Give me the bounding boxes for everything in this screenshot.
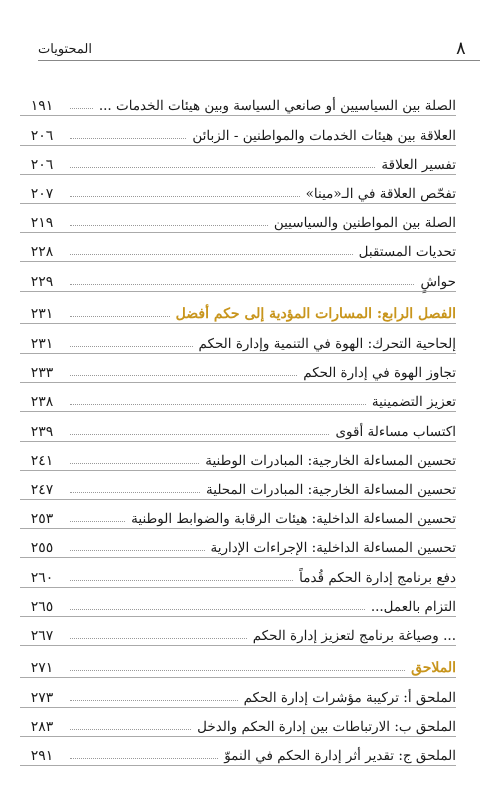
toc-entry[interactable] (20, 88, 456, 114)
toc-entry[interactable] (20, 501, 456, 527)
dot-leader (70, 225, 268, 226)
toc-entry-page: ٢٠٧ (30, 186, 54, 202)
row-separator (20, 736, 456, 737)
toc-entry-label: اكتساب مساءلة أقوى (335, 424, 456, 440)
dot-leader (70, 670, 405, 671)
toc-entry-page: ٢٥٥ (30, 540, 54, 556)
toc-entry-label: التزام بالعمل... (370, 599, 456, 615)
row-separator (20, 528, 456, 529)
row-separator (20, 115, 456, 116)
toc-entry-page: ٢٠٦ (30, 128, 54, 144)
toc-entry[interactable] (20, 680, 456, 706)
row-separator (20, 174, 456, 175)
toc-section-heading[interactable] (20, 650, 456, 676)
toc-entry-page: ٢٧١ (30, 660, 54, 676)
toc-entry-label: تحديات المستقبل (358, 244, 456, 260)
toc-entry[interactable] (20, 618, 456, 644)
toc-entry-label: الملحق أ: تركيبة مؤشرات إدارة الحكم (243, 690, 456, 706)
row-separator (20, 441, 456, 442)
dot-leader (70, 550, 205, 551)
row-separator (20, 382, 456, 383)
row-separator (20, 645, 456, 646)
toc-entry[interactable] (20, 176, 456, 202)
row-separator (20, 557, 456, 558)
dot-leader (70, 167, 375, 168)
toc-entry-label: تحسين المساءلة الداخلية: الإجراءات الإدارية (210, 540, 456, 556)
row-separator (20, 765, 456, 766)
toc-entry-page: ٢٢٨ (30, 244, 54, 260)
toc-entry[interactable] (20, 326, 456, 352)
row-separator (20, 261, 456, 262)
page-number: ٨ (456, 38, 466, 59)
toc-entry-label: إلحاحية التحرك: الهوة في التنمية وإدارة الحكم (198, 336, 456, 352)
toc-entry-page: ٢٠٦ (30, 157, 54, 173)
row-separator (20, 499, 456, 500)
row-separator (20, 587, 456, 588)
toc-entry-label: تفسير العلاقة (381, 157, 456, 173)
toc-entry[interactable] (20, 118, 456, 144)
toc-entry-page: ٢٣٨ (30, 394, 54, 410)
toc-entry[interactable] (20, 384, 456, 410)
toc-section-heading[interactable] (20, 296, 456, 322)
toc-entry[interactable] (20, 530, 456, 556)
toc-entry[interactable] (20, 709, 456, 735)
dot-leader (70, 108, 93, 109)
toc-entry-label: تحسين المساءلة الداخلية: هيئات الرقابة والضوابط الوطنية (131, 511, 456, 527)
row-separator (20, 677, 456, 678)
toc-entry[interactable] (20, 738, 456, 764)
row-separator (20, 291, 456, 292)
dot-leader (70, 638, 247, 639)
toc-entry[interactable] (20, 147, 456, 173)
toc-entry[interactable] (20, 234, 456, 260)
dot-leader (70, 463, 199, 464)
toc-entry[interactable] (20, 472, 456, 498)
dot-leader (70, 284, 414, 285)
dot-leader (70, 196, 300, 197)
dot-leader (70, 375, 297, 376)
toc-entry[interactable] (20, 443, 456, 469)
toc-entry-page: ٢٣١ (30, 306, 54, 322)
toc-entry-page: ٢٣٩ (30, 424, 54, 440)
toc-entry[interactable] (20, 355, 456, 381)
dot-leader (70, 492, 200, 493)
toc-entry[interactable] (20, 560, 456, 586)
running-title: المحتويات (38, 42, 92, 57)
toc-entry-page: ٢٧٣ (30, 690, 54, 706)
dot-leader (70, 316, 170, 317)
toc-entry[interactable] (20, 589, 456, 615)
row-separator (20, 707, 456, 708)
dot-leader (70, 700, 238, 701)
toc-entry-label: تعزيز التضمينية (371, 394, 456, 410)
toc-entry-label: تفحّص العلاقة في الـ«مينا» (305, 186, 456, 202)
toc-entry[interactable] (20, 414, 456, 440)
toc-entry[interactable] (20, 264, 456, 290)
toc-entry-page: ٢٦٠ (30, 570, 54, 586)
toc-entry-label: الملاحق (411, 660, 456, 676)
row-separator (20, 232, 456, 233)
toc-entry-page: ٢٩١ (30, 748, 54, 764)
toc-entry-label: الصلة بين السياسيين أو صانعي السياسة وبين هيئات الخدمات ... (98, 98, 456, 114)
dot-leader (70, 138, 186, 139)
row-separator (20, 353, 456, 354)
toc-entry-page: ٢٦٧ (30, 628, 54, 644)
toc-entry-label: العلاقة بين هيئات الخدمات والمواطنين - الزبائن (192, 128, 456, 144)
toc-entry-label: تحسين المساءلة الخارجية: المبادرات المحلية (206, 482, 456, 498)
dot-leader (70, 758, 218, 759)
toc-entry-label: الصلة بين المواطنين والسياسيين (273, 215, 456, 231)
dot-leader (70, 434, 329, 435)
dot-leader (70, 254, 353, 255)
toc-entry-page: ٢٢٩ (30, 274, 54, 290)
dot-leader (70, 580, 293, 581)
dot-leader (70, 404, 366, 405)
dot-leader (70, 521, 125, 522)
row-separator (20, 616, 456, 617)
toc-entry-label: تحسين المساءلة الخارجية: المبادرات الوطنية (205, 453, 456, 469)
toc-entry-label: الملحق ب: الارتباطات بين إدارة الحكم والدخل (197, 719, 456, 735)
page-header (38, 38, 480, 60)
toc-entry-label: حواشٍ (420, 274, 456, 290)
row-separator (20, 411, 456, 412)
toc-entry-page: ٢٨٣ (30, 719, 54, 735)
toc-entry[interactable] (20, 205, 456, 231)
dot-leader (70, 609, 365, 610)
toc-entry-page: ٢٤١ (30, 453, 54, 469)
header-rule (38, 60, 480, 61)
toc-entry-page: ٢١٩ (30, 215, 54, 231)
toc-entry-page: ٢٣٣ (30, 365, 54, 381)
toc-entry-label: الملحق ج: تقدير أثر إدارة الحكم في النموّ (224, 748, 456, 764)
dot-leader (70, 346, 193, 347)
toc-entry-label: ... وصياغة برنامج لتعزيز إدارة الحكم (252, 628, 456, 644)
toc-entry-label: دفع برنامج إدارة الحكم قُدماً (299, 570, 456, 586)
row-separator (20, 145, 456, 146)
toc-entry-label: الفصل الرابع: المسارات المؤدية إلى حكم أفضل (175, 306, 456, 322)
toc-entry-page: ٢٦٥ (30, 599, 54, 615)
row-separator (20, 323, 456, 324)
row-separator (20, 203, 456, 204)
toc-entry-page: ٢٥٣ (30, 511, 54, 527)
row-separator (20, 470, 456, 471)
toc-entry-page: ٢٤٧ (30, 482, 54, 498)
toc-entry-page: ١٩١ (30, 98, 54, 114)
toc-entry-page: ٢٣١ (30, 336, 54, 352)
dot-leader (70, 729, 191, 730)
toc-entry-label: تجاوز الهوة في إدارة الحكم (303, 365, 456, 381)
